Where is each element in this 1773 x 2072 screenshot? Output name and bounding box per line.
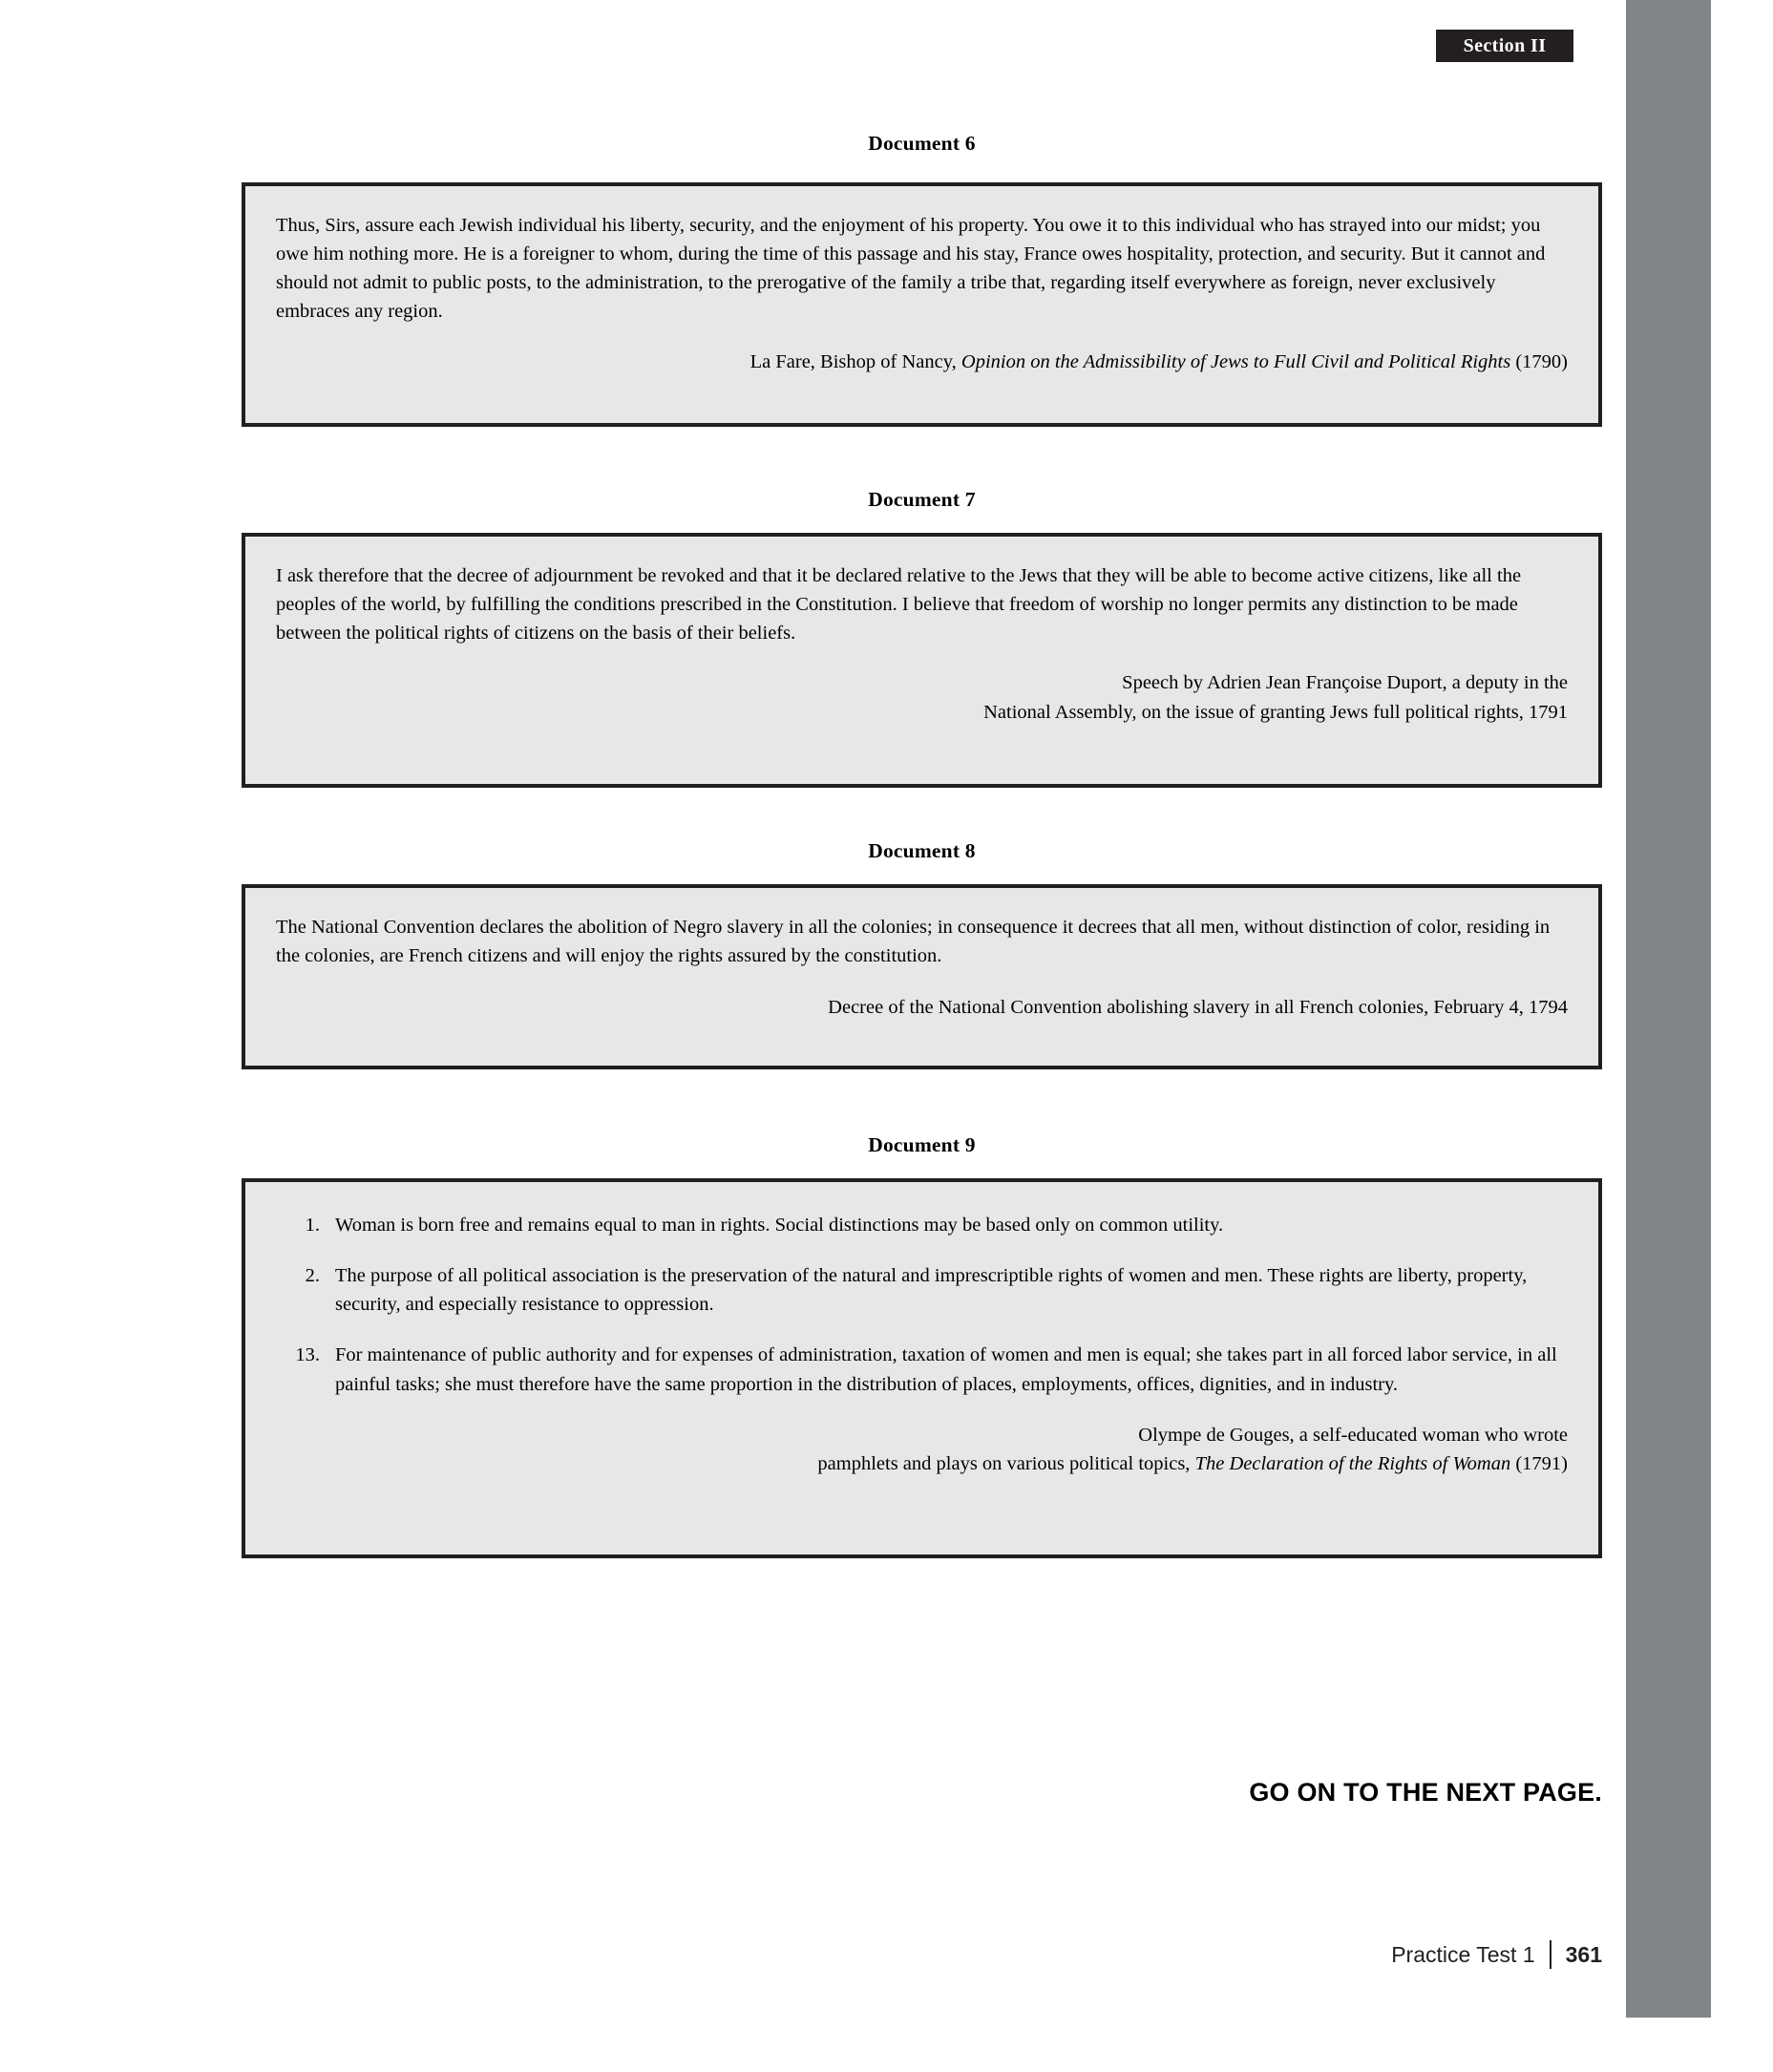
list-item-text: For maintenance of public authority and for expenses of administration, taxation of women and men is equal; she takes part in all forced labor service, in all painful tasks; she must therefore have the same proportion in the distribution of places, employments, offices, dignities, and in industry. — [335, 1344, 1557, 1395]
list-item — [276, 1211, 1568, 1239]
continue-notice: GO ON TO THE NEXT PAGE. — [1249, 1778, 1602, 1807]
document-6-heading: Document 6 — [868, 132, 976, 155]
list-item-number: 13. — [295, 1344, 320, 1366]
list-item-number: 2. — [305, 1265, 320, 1287]
section-tab-label: Section II — [1463, 34, 1547, 56]
document-7-box — [242, 533, 1602, 788]
document-9-attribution-prefix: pamphlets and plays on various political topics, — [817, 1452, 1195, 1474]
list-item-text: Woman is born free and remains equal to man in rights. Social distinctions may be based only on common utility. — [335, 1215, 1224, 1236]
document-8-body: The National Convention declares the abolition of Negro slavery in all the colonies; in consequence it decrees that all men, without distinction of color, residing in the colonies, are French citizens and will enjoy the rights assured by the constitution. — [276, 917, 1551, 967]
document-7-heading: Document 7 — [868, 488, 976, 511]
document-9-box — [242, 1178, 1602, 1558]
document-9-heading: Document 9 — [868, 1133, 976, 1156]
document-6-attribution — [276, 348, 1568, 376]
document-8-attribution: Decree of the National Convention abolishing slavery in all French colonies, February 4, 1794 — [828, 997, 1568, 1019]
document-6-body: Thus, Sirs, assure each Jewish individual his liberty, security, and the enjoyment of his property. You owe it to this individual who has strayed into our midst; you owe him nothing more. He is a foreigner to whom, during the time of this passage and his stay, France owes hospitality, protection, and security. But it cannot and should not admit to public posts, to the administration, to the prerogative of the family a tribe that, regarding itself everywhere as foreign, never exclusively embraces any region. — [276, 215, 1546, 323]
document-9-list — [276, 1211, 1568, 1399]
list-item — [276, 1261, 1568, 1319]
document-9-attribution-line-1: Olympe de Gouges, a self-educated woman who wrote — [1138, 1424, 1568, 1446]
document-7-attribution-line-1: Speech by Adrien Jean Françoise Duport, a deputy in the — [1122, 672, 1568, 694]
document-9-attribution-line-2 — [276, 1449, 1568, 1478]
page-footer — [242, 1940, 1602, 1969]
document-6-attribution-year: (1790) — [1510, 350, 1568, 372]
footer-divider — [1550, 1940, 1551, 1969]
document-8-box — [242, 884, 1602, 1069]
document-6-attribution-title: Opinion on the Admissibility of Jews to Full Civil and Political Rights — [960, 350, 1511, 372]
document-6-attribution-author: La Fare, Bishop of Nancy, — [749, 350, 961, 372]
document-6-box — [242, 182, 1602, 427]
document-8-heading: Document 8 — [868, 839, 976, 862]
page-edge-gray-bar — [1626, 0, 1711, 2018]
document-9-attribution-title: The Declaration of the Rights of Woman — [1194, 1452, 1511, 1474]
document-7-attribution-line-2: National Assembly, on the issue of granting Jews full political rights, 1791 — [983, 701, 1568, 723]
footer-page-number: 361 — [1565, 1941, 1602, 1967]
list-item-text: The purpose of all political association is the preservation of the natural and imprescriptible rights of women and men. These rights are liberty, property, security, and especially resistance to oppression. — [335, 1265, 1528, 1316]
footer-test-label: Practice Test 1 — [1391, 1941, 1535, 1967]
document-7-body: I ask therefore that the decree of adjournment be revoked and that it be declared relative to the Jews that they will be able to become active citizens, like all the peoples of the world, by fulfilling the conditions prescribed in the Constitution. I believe that freedom of worship no longer permits any distinction to be made between the political rights of citizens on the basis of their beliefs. — [276, 565, 1522, 645]
document-9-attribution-year: (1791) — [1510, 1452, 1568, 1474]
section-tab — [1436, 30, 1573, 62]
list-item — [276, 1341, 1568, 1398]
list-item-number: 1. — [305, 1215, 320, 1236]
